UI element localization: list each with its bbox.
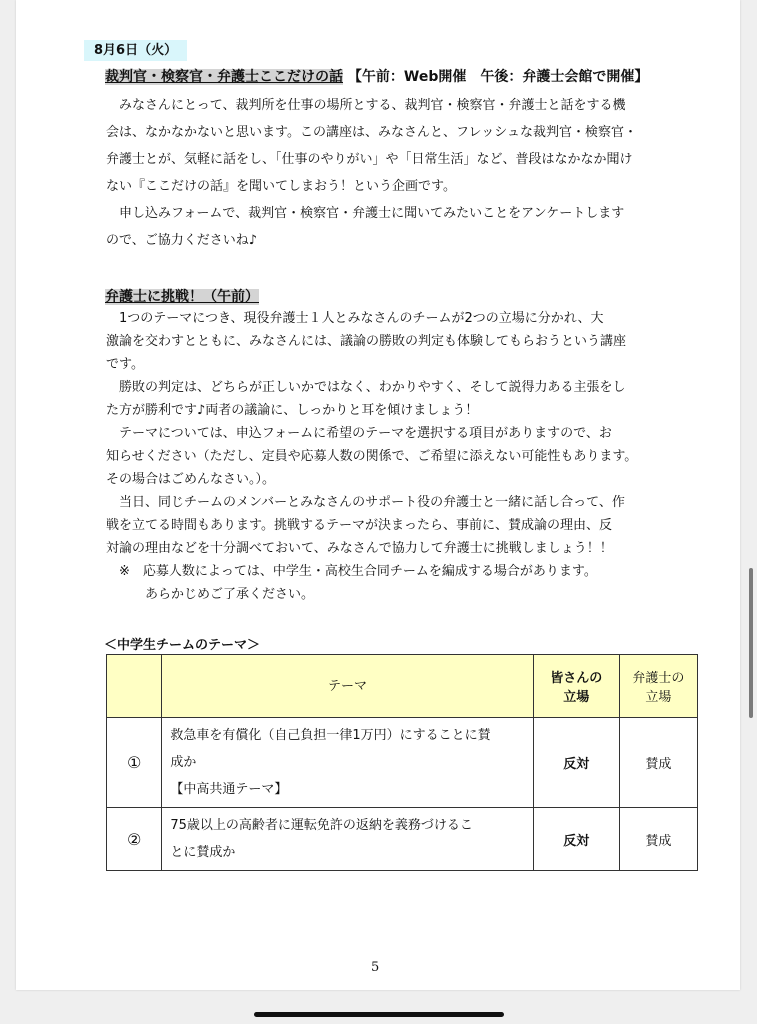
row-lawyer-position: 賛成: [619, 718, 697, 808]
section-title-1-text: 裁判官・検察官・弁護士ここだけの話: [105, 69, 343, 85]
body-line: その場合はごめんなさい。）。: [106, 472, 276, 487]
body-line: 戦を立てる時間もあります。挑戦するテーマが決まったら、事前に、賛成論の理由、反: [106, 518, 612, 533]
body-line: 申し込みフォームで、裁判官・検察官・弁護士に聞いてみたいことをアンケートします: [106, 206, 625, 221]
row-theme-line: 75歳以上の高齢者に運転免許の返納を義務づけるこ: [170, 818, 473, 833]
table-header-row: [107, 655, 698, 718]
home-indicator[interactable]: [254, 1012, 504, 1017]
row-lawyer-position: 賛成: [619, 808, 697, 871]
body-line: 会は、なかなかないと思います。この講座は、みなさんと、フレッシュな裁判官・検察官・: [106, 125, 638, 140]
body-line: た方が勝利です♪両者の議論に、しっかりと耳を傾けましょう！: [106, 403, 479, 418]
body-line: 激論を交わすとともに、みなさんには、議論の勝敗の判定も体験してもらおうという講座: [106, 334, 627, 349]
header-lawyer-position-line2: 立場: [645, 690, 672, 705]
section-title-2: [105, 286, 259, 308]
body-line: ので、ご協力くださいね♪: [106, 233, 258, 248]
section-title-1: [105, 66, 648, 88]
row-theme-line: 救急車を有償化（自己負担一律1万円）にすることに賛: [170, 728, 491, 743]
row-theme: [162, 718, 534, 808]
section-title-1-suffix: 【午前：Web開催 午後：弁護士会館で開催】: [347, 69, 649, 85]
date-badge: 8月6日（火）: [84, 40, 187, 61]
header-theme: テーマ: [162, 655, 534, 718]
header-lawyer-position: [619, 655, 697, 718]
body-line: 弁護士とが、気軽に話をし、「仕事のやりがい」や「日常生活」など、普段はなかなか聞け: [106, 152, 633, 167]
body-line: 勝敗の判定は、どちらが正しいかではなく、わかりやすく、そして説得力ある主張をし: [106, 380, 626, 395]
body-line: 対論の理由などを十分調べておいて、みなさんで協力して弁護士に挑戦しましょう！！: [106, 541, 613, 556]
header-lawyer-position-line1: 弁護士の: [632, 671, 685, 686]
section-1-body: [106, 92, 706, 254]
section-title-2-text: 弁護士に挑戦！（午前）: [105, 289, 259, 305]
body-line: 1つのテーマにつき、現役弁護士１人とみなさんのチームが2つの立場に分かれ、大: [106, 311, 604, 326]
row-theme: [162, 808, 534, 871]
header-our-position-line2: 立場: [563, 690, 590, 705]
row-theme-line: 成か: [170, 755, 197, 770]
body-line: ※ 応募人数によっては、中学生・高校生合同チームを編成する場合があります。: [106, 564, 597, 579]
page-number: 5: [371, 960, 380, 975]
row-theme-line: とに賛成か: [170, 845, 236, 860]
body-line: 当日、同じチームのメンバーとみなさんのサポート役の弁護士と一緒に話し合って、作: [106, 495, 625, 510]
row-theme-line: 【中高共通テーマ】: [170, 782, 288, 797]
section-2-body: [106, 307, 706, 606]
body-line: です。: [106, 357, 144, 372]
body-line: みなさんにとって、裁判所を仕事の場所とする、裁判官・検察官・弁護士と話をする機: [106, 98, 626, 113]
body-line: ない『ここだけの話』を聞いてしまおう！という企画です。: [106, 179, 456, 194]
header-our-position-line1: 皆さんの: [550, 671, 603, 686]
table-caption: ＜中学生チームのテーマ＞: [104, 638, 261, 653]
table-row: [107, 718, 698, 808]
row-our-position: 反対: [533, 718, 619, 808]
row-number: ①: [107, 718, 162, 808]
body-line: 知らせください（ただし、定員や応募人数の関係で、ご希望に添えない可能性もあります。: [106, 449, 638, 464]
scrollbar-thumb[interactable]: [749, 568, 753, 718]
theme-table: [106, 654, 698, 871]
row-number: ②: [107, 808, 162, 871]
table-row: [107, 808, 698, 871]
row-our-position: 反対: [533, 808, 619, 871]
header-our-position: [533, 655, 619, 718]
body-line: あらかじめご了承ください。: [106, 587, 315, 602]
body-line: テーマについては、申込フォームに希望のテーマを選択する項目がありますので、お: [106, 426, 612, 441]
header-no: [107, 655, 162, 718]
